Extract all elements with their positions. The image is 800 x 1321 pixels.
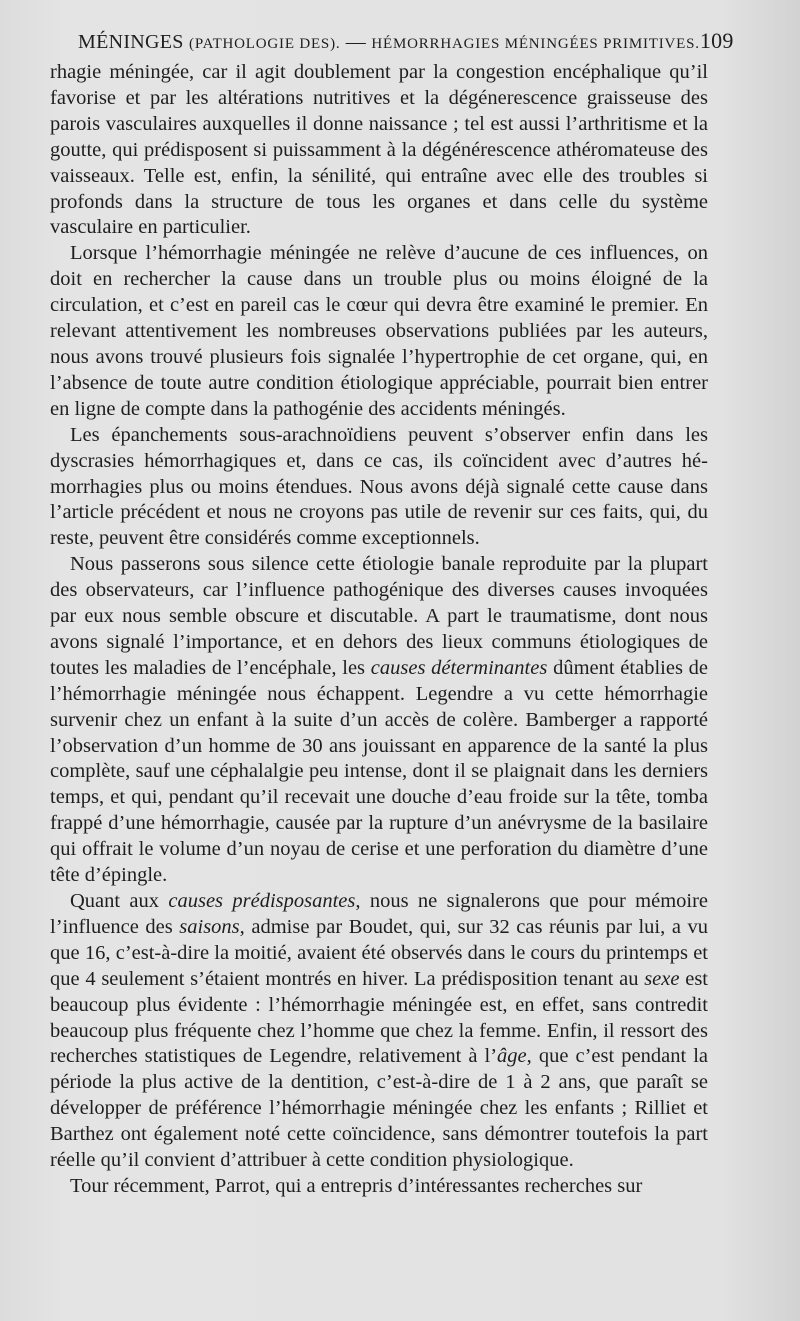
paragraph-p2 — [50, 241, 708, 422]
text-run: , nous ne signalerons que pour mémoire l’influence des — [50, 890, 709, 938]
text-run: , admise par Boudet, qui, sur 32 cas réunis par lui, a vu que 16, c’est-à-dire la moitié, avaient été observés dans le cours du printemps et que 4 seulement s’étaient montrés en hiver. La prédisposition tenant au — [50, 915, 708, 990]
text-run: Les épanchements sous-arachnoïdiens peuvent s’observer enfin dans les dyscrasies hémorrhagiques et, dans ce cas, ils coïncident avec d’autres hémorrhagies plus ou moins étendues. Nous avons déjà signalé cette cause dans l’article précédent et nous ne croyons pas utile de revenir sur ces faits, qui, du reste, peuvent être considérés comme exceptionnels. — [50, 423, 708, 550]
italic-term: âge — [497, 1045, 527, 1068]
header-title — [78, 31, 700, 54]
text-run: Nous passerons sous silence cette étiologie banale reproduite par la plupart des observateurs, car l’influence pathogénique des diverses causes invoquées par eux nous semble obscure et discutable. A part le traumatisme, dont nous avons signalé l’importance, et en dehors des lieux communs étiologiques de toutes les maladies de l’encéphale, les — [50, 553, 708, 679]
running-header — [78, 28, 734, 54]
italic-term: causes déterminantes — [370, 656, 548, 679]
header-title-paren: (PATHOLOGIE DES). — [189, 36, 341, 52]
text-run: Tour récemment, Parrot, qui a entrepris d’intéressantes recherches sur — [70, 1174, 643, 1197]
italic-term: sexe — [644, 967, 680, 990]
text-run: , que c’est pendant la période la plus active de la dentition, c’est-à-dire de 1 à 2 ans, que paraît se développer de préférence l’hémorrhagie méningée chez les enfants ; Rilliet et Barthez ont également noté cette coïncidence, sans démontrer toutefois la part réelle qu’il convient d’attribuer à cette condition physiologique. — [50, 1045, 708, 1172]
header-dash: — — [345, 31, 367, 53]
text-run: dûment établies de l’hémorrhagie méningée nous échappent. Legendre a vu cette hémorrhagie survenir chez un enfant à la suite d’un accès de colère. Bamberger a rapporté l’observation d’un homme de 30 ans jouissant en apparence de la santé la plus complète, sauf une céphalalgie peu intense, dont il se plaignait dans les derniers temps, et qui, pendant qu’il recevait une douche d’eau froide sur la tête, tomba frappé d’une hémorrhagie, causée par la rupture d’un anévrysme de la basilaire qui offrait le volume d’un noyau de cerise et une perforation du diamètre d’une tête d’épingle. — [50, 656, 709, 887]
text-run: Quant aux — [70, 890, 169, 912]
text-run: rhagie méningée, car il agit doublement par la congestion encéphalique qu’il favorise et par les altérations nutritives et la dégénerescence graisseuse des parois vasculaires auxquelles il donne naissance ; tel est aussi l’arthritisme et la goutte, qui prédisposent si puissamment à la dégénérescence athéromateuse des vaisseaux. Telle est, enfin, la sénilité, qui entraîne avec elle des troubles si profonds dans la structure de tous les organes et dans celle du système vasculaire en particulier. — [50, 61, 708, 239]
paragraph-p1 — [50, 60, 708, 241]
header-subtitle: HÉMORRHAGIES MÉNINGÉES PRIMITIVES. — [371, 36, 700, 52]
header-title-main: MÉNINGES — [78, 31, 184, 53]
paragraph-p5 — [50, 889, 708, 1174]
text-run: Lorsque l’hémorrhagie méningée ne relève d’aucune de ces influences, on doit en rechercher la cause dans un trouble plus ou moins éloigné de la circulation, et c’est en pareil cas le cœur qui devra être examiné le premier. En relevant attentivement les nombreuses observations publiées par les auteurs, nous avons trouvé plusieurs fois signalée l’hypertrophie de cet organe, qui, en l’absence de toute autre condition étiologique appréciable, pourrait bien entrer en ligne de compte dans la pathogénie des accidents méningés. — [50, 242, 708, 420]
italic-term: saisons — [179, 915, 240, 938]
paragraph-p4 — [50, 552, 708, 889]
paragraph-p3 — [50, 423, 708, 553]
body-text — [50, 60, 708, 1200]
page-number: 109 — [699, 28, 734, 53]
italic-term: causes prédisposantes — [168, 890, 356, 912]
paragraph-p6 — [50, 1174, 708, 1200]
text-run: est beaucoup plus évidente : l’hémorrhagie méningée est, en effet, sans contredit beaucoup plus fréquente chez l’homme que chez la femme. Enfin, il ressort des recherches statistiques de Legendre, relativement à l’ — [50, 967, 708, 1068]
